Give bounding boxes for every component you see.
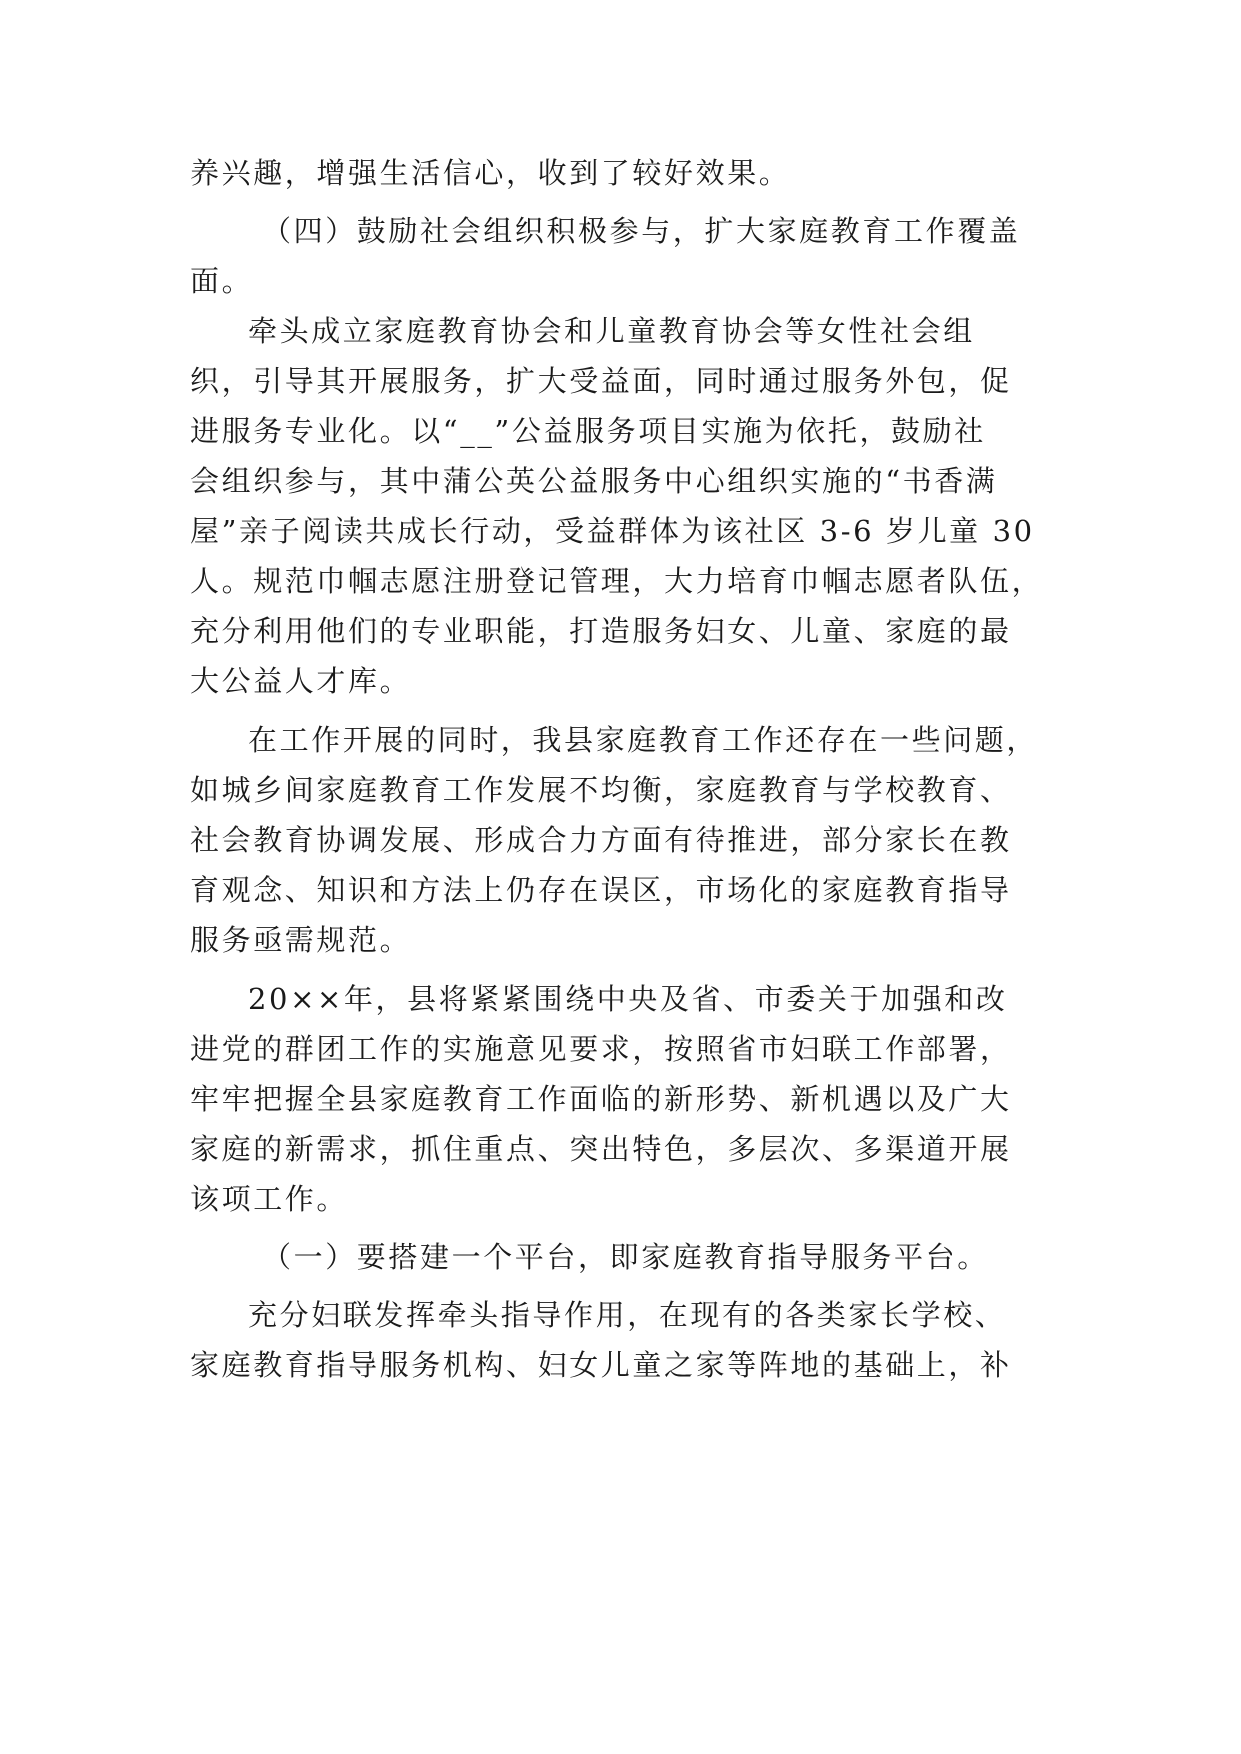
paragraph-line: 如城乡间家庭教育工作发展不均衡，家庭教育与学校教育、	[190, 773, 1012, 807]
paragraph-line: 20××年，县将紧紧围绕中央及省、市委关于加强和改	[248, 982, 1008, 1016]
paragraph-line: 会组织参与，其中蒲公英公益服务中心组织实施的“书香满	[190, 464, 998, 498]
paragraph-line: 充分利用他们的专业职能，打造服务妇女、儿童、家庭的最	[190, 614, 1012, 648]
paragraph-line: 育观念、知识和方法上仍存在误区，市场化的家庭教育指导	[190, 873, 1012, 907]
paragraph-line: 牵头成立家庭教育协会和儿童教育协会等女性社会组	[248, 314, 975, 348]
section-heading-line: （四）鼓励社会组织积极参与，扩大家庭教育工作覆盖	[262, 214, 1021, 248]
paragraph-line: 家庭教育指导服务机构、妇女儿童之家等阵地的基础上，补	[190, 1348, 1012, 1382]
section-heading-line: （一）要搭建一个平台，即家庭教育指导服务平台。	[262, 1240, 989, 1274]
paragraph-line: 大公益人才库。	[190, 664, 412, 698]
paragraph-line: 进服务专业化。以“__”公益服务项目实施为依托，鼓励社	[190, 414, 986, 448]
paragraph-line: 织，引导其开展服务，扩大受益面，同时通过服务外包，促	[190, 364, 1012, 398]
paragraph-line: 人。规范巾帼志愿注册登记管理，大力培育巾帼志愿者队伍，	[190, 564, 1044, 598]
paragraph-line: 进党的群团工作的实施意见要求，按照省市妇联工作部署，	[190, 1032, 1012, 1066]
paragraph-line: 牢牢把握全县家庭教育工作面临的新形势、新机遇以及广大	[190, 1082, 1012, 1116]
paragraph-line: 社会教育协调发展、形成合力方面有待推进，部分家长在教	[190, 823, 1012, 857]
paragraph-line: 家庭的新需求，抓住重点、突出特色，多层次、多渠道开展	[190, 1132, 1012, 1166]
paragraph-line: 充分妇联发挥牵头指导作用，在现有的各类家长学校、	[248, 1298, 1007, 1332]
paragraph-line: 屋”亲子阅读共成长行动，受益群体为该社区 3-6 岁儿童 30	[190, 514, 1035, 548]
paragraph-line: 养兴趣，增强生活信心，收到了较好效果。	[190, 156, 791, 190]
section-heading-line: 面。	[190, 264, 254, 298]
paragraph-line: 在工作开展的同时，我县家庭教育工作还存在一些问题，	[248, 723, 1039, 757]
paragraph-line: 该项工作。	[190, 1182, 349, 1216]
paragraph-line: 服务亟需规范。	[190, 923, 412, 957]
